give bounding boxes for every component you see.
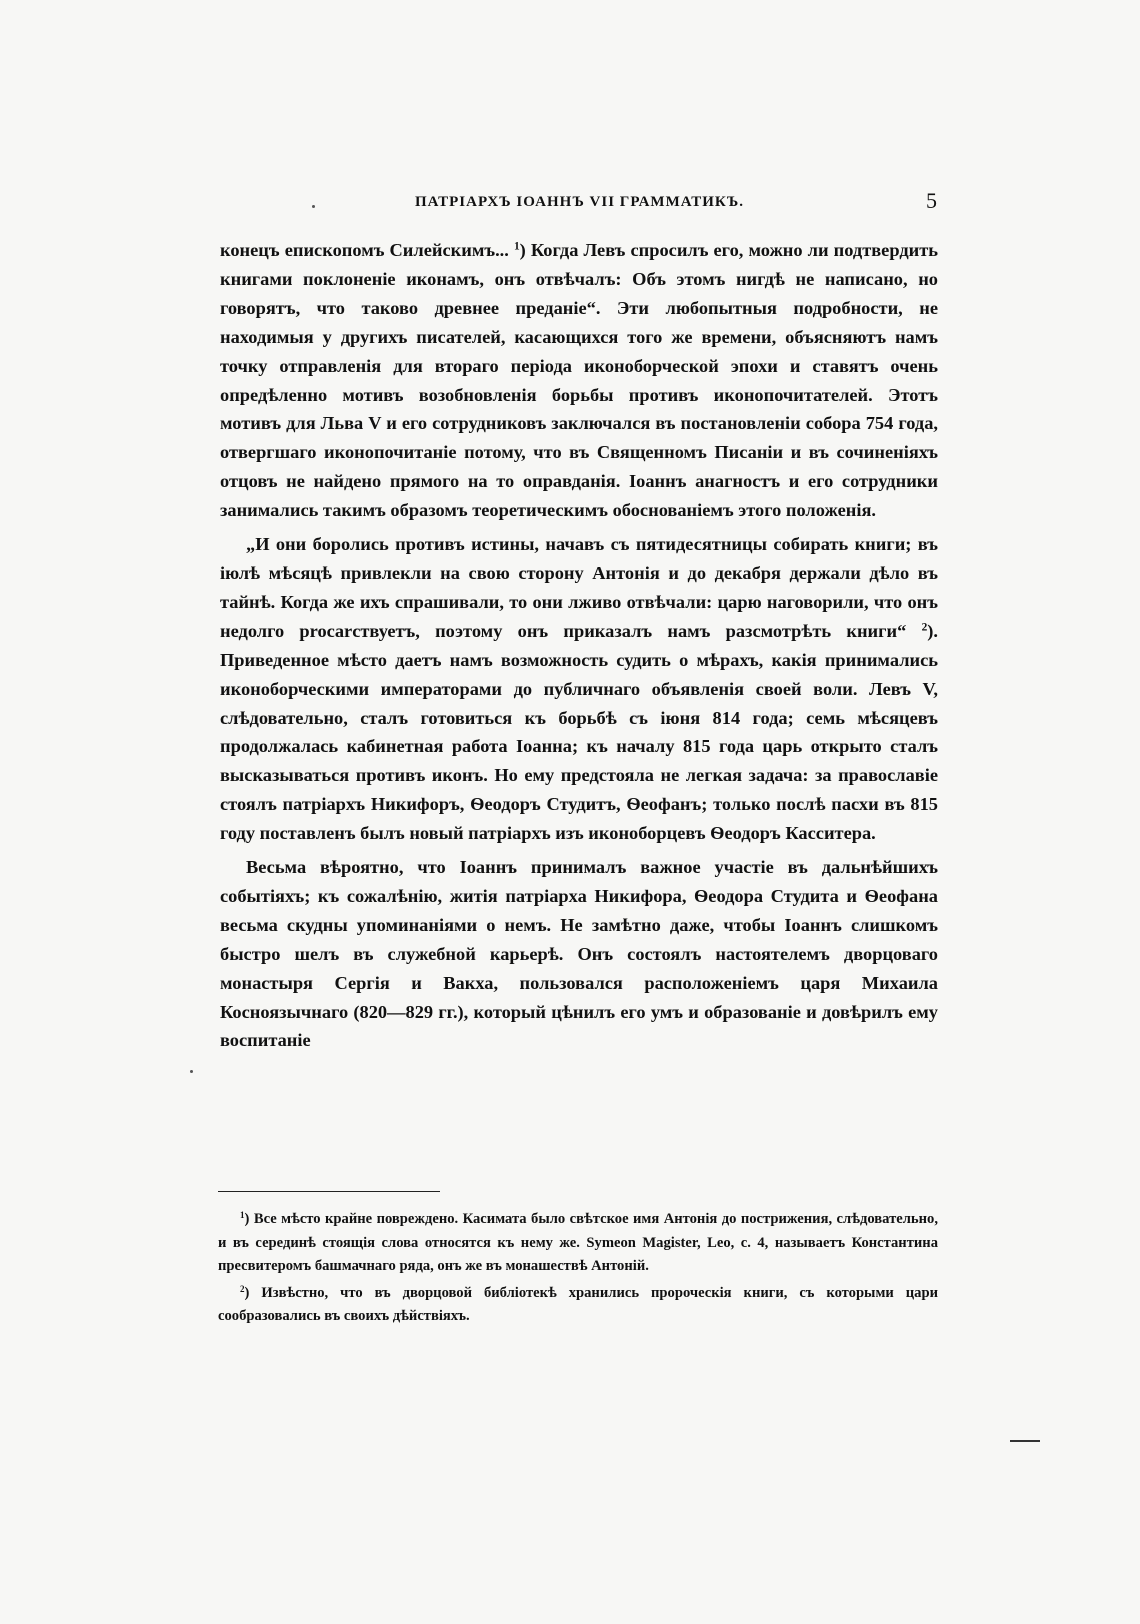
- paragraph-3: Весьма вѣроятно, что Іоаннъ принималъ важное участіе въ дальнѣйшихъ событіяхъ; къ сожалѣнію, житія патріарха Никифора, Ѳеодора Студита и Ѳеофана весьма скудны упоминаніями о немъ. Не замѣтно даже, чтобы Іоаннъ слишкомъ быстро шелъ въ служебной карьерѣ. Онъ состоялъ настоятелемъ дворцоваго монастыря Сергія и Вакха, пользовался расположеніемъ царя Михаила Косноязычнаго (820—829 гг.), который цѣнилъ его умъ и образованіе и довѣрилъ ему воспитаніе: [220, 857, 938, 1051]
- paragraph-1: конецъ епископомъ Силейскимъ... $^1$) Когда Левъ спросилъ его, можно ли подтвердить книгами поклоненіе иконамъ, онъ отвѣчалъ: Объ этомъ нигдѣ не написано, но говорятъ, что таково древнее преданіе“. Эти любопытныя подробности, не находимыя у другихъ писателей, касающихся того же времени, объясняютъ намъ точку отправленія для втораго періода иконоборческой эпохи и ставятъ очень опредѣленно мотивъ возобновленія борьбы противъ иконопочитателей. Этотъ мотивъ для Льва V и его сотрудниковъ заключался въ постановленіи собора 754 года, отвергшаго иконопочитаніе потому, что въ Священномъ Писаніи и въ сочиненіяхъ отцовъ не найдено прямого на то оправданія. Іоаннъ анагностъ и его сотрудники занимались такимъ образомъ теоретическимъ обоснованіемъ этого положенія.: [220, 240, 938, 521]
- scan-speck: [312, 205, 315, 208]
- footnote-mark-1: 1: [240, 1210, 245, 1221]
- scan-mark: [1010, 1440, 1040, 1442]
- footnote-2: $^2$) Извѣстно, что въ дворцовой библіотекѣ хранились пророческія книги, съ которыми цари сообразовались въ своихъ дѣйствіяхъ.: [218, 1283, 938, 1325]
- footnote-divider: [218, 1191, 440, 1192]
- paragraph-2: „И они боролись противъ истины, начавъ съ пятидесятницы собирать книги; въ іюлѣ мѣсяцѣ привлекли на свою сторону Антонія и до декабря держали дѣло въ тайнѣ. Когда же ихъ спрашивали, то они лживо отвѣчали: царю наговорили, что онъ недолго procarствуетъ, поэтому онъ приказалъ намъ разсмотрѣть книги“ $^2$). Приведенное мѣсто даетъ намъ возможность судить о мѣрахъ, какія принимались иконоборческими императорами до публичнаго объявленія своей воли. Левъ V, слѣдовательно, сталъ готовиться къ борьбѣ съ іюня 814 года; семь мѣсяцевъ продолжалась кабинетная работа Іоанна; къ началу 815 года царь открыто сталъ высказываться противъ иконъ. Но ему предстояла не легкая задача: за православіе стоялъ патріархъ Никифоръ, Ѳеодоръ Студитъ, Ѳеофанъ; только послѣ пасхи въ 815 году поставленъ былъ новый патріархъ изъ иконоборцевъ Ѳеодоръ Касситера.: [220, 534, 938, 844]
- footnote-ref-1: 1: [513, 240, 520, 253]
- page-header: [222, 188, 937, 222]
- footnote-mark-2: 2: [240, 1283, 245, 1294]
- footnote-ref-2: 2: [921, 621, 928, 634]
- page-number: 5: [926, 188, 937, 213]
- running-title: ПАТРІАРХЪ ІОАННЪ VII ГРАММАТИКЪ.: [414, 194, 745, 210]
- footnotes: [218, 1208, 938, 1329]
- scan-speck: [190, 1070, 193, 1073]
- body-text: [220, 236, 938, 1055]
- footnote-1: $^1$) Все мѣсто крайне повреждено. Касимата было свѣтское имя Антонія до пострижения, слѣдовательно, и въ серединѣ стоящія слова относятся къ нему же. Symeon Magister, Leo, c. 4, называетъ Константина пресвитеромъ башмачнаго ряда, онъ же въ монашествѣ Антоній.: [218, 1210, 938, 1275]
